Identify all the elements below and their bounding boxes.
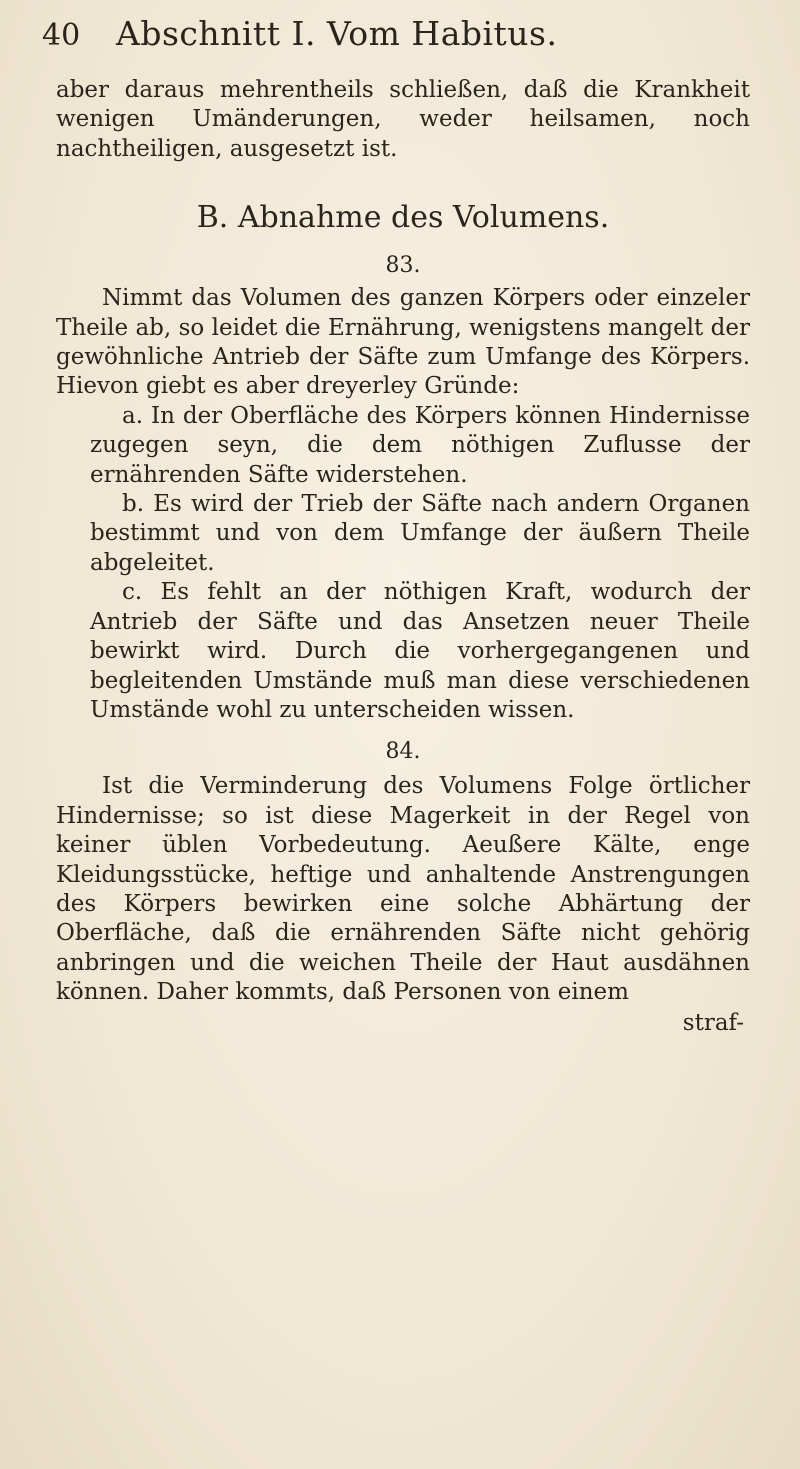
section-heading: B. Abnahme des Volumens. <box>196 200 610 236</box>
list-item-b: b. Es wird der Trieb der Säfte nach andern Organen bestimmt und von dem Umfange der äußern Theile abgeleitet. <box>90 491 750 576</box>
page-header <box>42 14 750 76</box>
paragraph-83-intro: Nimmt das Volumen des ganzen Körpers oder einzeler Theile ab, so leidet die Ernährung, wenigstens mangelt der gewöhnliche Antrieb der Säfte zum Umfange des Körpers. Hievon giebt es aber dreyerley Gründe: <box>56 285 750 400</box>
opening-text: aber daraus mehrentheils schließen, daß die Krankheit wenigen Umänderungen, weder heilsamen, noch nachtheiligen, ausgesetzt ist. <box>56 77 750 162</box>
paragraph-number-83: 83. <box>385 253 421 279</box>
running-title: Abschnitt I. Vom Habitus. <box>116 14 558 53</box>
list-item-a: a. In der Oberfläche des Körpers können Hindernisse zugegen seyn, die dem nöthigen Zuflusse der ernährenden Säfte widerstehen. <box>90 402 750 488</box>
paragraph-84-text: Ist die Verminderung des Volumens Folge örtlicher Hindernisse; so ist diese Magerkeit in der Regel von keiner üblen Vorbedeutung. Aeußere Kälte, enge Kleidungsstücke, heftige und anhaltende Anstrengungen des Körpers bewirken eine solche Abhärtung der Oberfläche, daß die ernährenden Säfte nicht gehörig anbringen und die weichen Theile der Haut ausdähnen können. Daher kommts, daß Personen von einem <box>56 773 750 1006</box>
list-item-c: c. Es fehlt an der nöthigen Kraft, wodurch der Antrieb der Säfte und das Ansetzen neuer Theile bewirkt wird. Durch die vorhergegangenen und begleitenden Umstände muß man diese verschiedenen Umstände wohl zu unterscheiden wissen. <box>90 579 750 723</box>
catchword: straf- <box>682 1009 744 1036</box>
page-number: 40 <box>42 18 81 53</box>
paragraph-number-84: 84. <box>385 739 421 765</box>
